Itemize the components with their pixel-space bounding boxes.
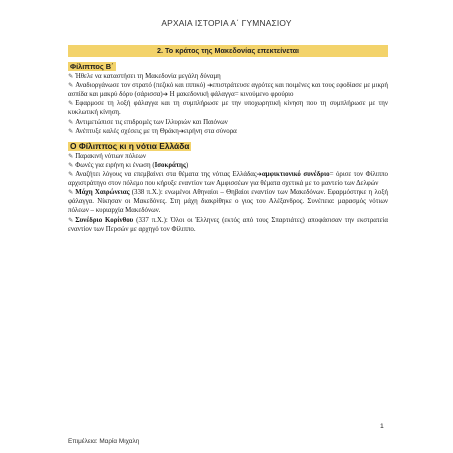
pen-bullet-icon: ✎ [68, 171, 74, 179]
page-number: 1 [380, 423, 384, 430]
paragraph: ✎ Αναδιοργάνωσε τον στρατό (πεζικό και ιππικό) ➔επιστράτευσε αγρότες και ποιμένες και τους εφοδίασε με μικρή ασπίδα και μακρύ δόρυ (σάρισσα)➔ Η μακεδονική φάλαγγα= κινούμενο φρούριο [68, 82, 388, 99]
paragraph: ✎ Αντιμετώπισε τις επιδρομές των Ιλλυριών και Παιόνων [68, 118, 228, 126]
heading-philip-south-greece: Ο Φίλιππος κι η νότια Ελλάδα [70, 140, 190, 151]
paragraph: ✎ Παρακινή νότιων πόλεων [68, 152, 146, 160]
pen-bullet-icon: ✎ [68, 161, 74, 169]
paragraph: ✎ Εφαρμοσε τη λοξή φάλαγγα και τη συμπλήρωσε με την υποχωρητική κίνηση που τη συμπλήρωσε με την κυκλωτική κίνηση. [68, 100, 388, 117]
right-arrow-icon: ➔ [178, 127, 184, 135]
heading-philip: Φίλιππος Β΄ [70, 62, 114, 71]
pen-bullet-icon: ✎ [68, 216, 74, 224]
paragraph: ✎ Ανέπτυξε καλές σχέσεις με τη Θράκη➔ειρήνη στα σύνορα [68, 127, 237, 135]
pen-bullet-icon: ✎ [68, 189, 74, 197]
paragraph: ✎ Φωνές για ειρήνη κι ένωση (Ισοκράτης) [68, 161, 189, 169]
author-credit: Επιμέλεια: Μαρία Μιχαλη [68, 438, 140, 445]
paragraph: ✎ Αναζήτει λόγους να επεμβαίνει στα θέματα της νότιας Ελλάδας➔αμφικτιονικό συνέδριο= όρισε τον Φίλιππο αρχιστράτηγο στον πόλεμο που κήρυξε εναντίον των Αμφισσέων για θέματα σχετικά με το μαντείο των Δελφών [68, 171, 388, 188]
pen-bullet-icon: ✎ [68, 127, 74, 135]
pen-bullet-icon: ✎ [68, 100, 74, 108]
right-arrow-icon: ➔ [256, 171, 262, 179]
pen-bullet-icon: ✎ [68, 152, 74, 160]
right-arrow-icon: ➔ [162, 91, 168, 99]
document-title: ΑΡΧΑΙΑ ΙΣΤΟΡΙΑ Α΄ ΓΥΜΝΑΣΙΟΥ [161, 18, 292, 28]
paragraph: ✎ Συνέδριο Κορίνθου (337 π.Χ.): Όλοι οι Έλληνες (εκτός από τους Σπαρτιάτες) αποφάσισαν την εκστρατεία εναντίον των Περσών με αρχηγό τον Φίλιππο. [68, 216, 388, 233]
section-heading: 2. Το κράτος της Μακεδονίας επεκτείνεται [68, 45, 388, 57]
pen-bullet-icon: ✎ [68, 73, 74, 81]
paragraph: ✎ Ήθελε να καταστήσει τη Μακεδονία μεγάλη δύναμη [68, 73, 221, 81]
pen-bullet-icon: ✎ [68, 82, 74, 90]
paragraph: ✎ Μάχη Χαιρώνειας (338 π.Χ.): ενωμένοι Αθηναίοι – Θηβαίοι εναντίον των Μακεδόνων. Εφαρμόστηκε η λοξή φάλαγγα. Νίκησαν οι Μακεδόνες. Στη μάχη διακρίθηκε ο γιος του Αλέξανδρος. Συνέπεια: μαρασμός νότιων πόλεων – κυριαρχία Μακεδόνων. [68, 189, 388, 215]
document-body [68, 62, 388, 234]
right-arrow-icon: ➔ [207, 82, 213, 90]
pen-bullet-icon: ✎ [68, 118, 74, 126]
